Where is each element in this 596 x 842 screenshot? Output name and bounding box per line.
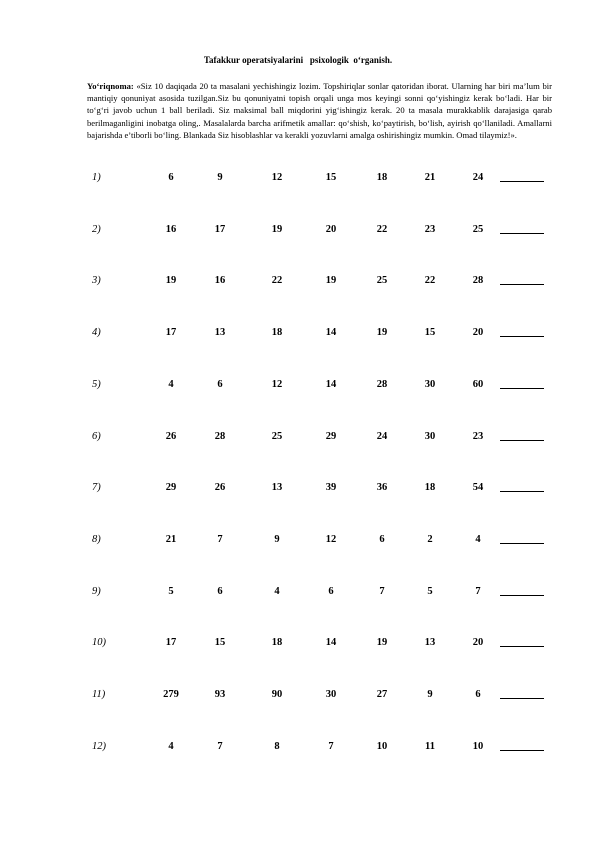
sequence-value: 30: [325, 689, 337, 700]
sequence-value: 39: [325, 482, 337, 494]
sequence-value: 279: [163, 689, 179, 700]
task-row: [0, 379, 596, 393]
task-row: [0, 482, 596, 496]
answer-blank[interactable]: [500, 336, 544, 337]
sequence-value: 26: [214, 482, 226, 494]
sequence-value: 29: [165, 482, 177, 494]
sequence-value: 12: [271, 172, 283, 183]
sequence-value: 9: [274, 533, 280, 545]
sequence-value: 30: [424, 430, 436, 442]
sequence-value: 29: [325, 430, 337, 442]
sequence-value: 9: [427, 689, 433, 700]
sequence-value: 22: [376, 223, 388, 235]
sequence-value: 27: [376, 689, 388, 700]
sequence-value: 18: [424, 482, 436, 494]
sequence-value: 6: [379, 533, 385, 545]
sequence-value: 28: [376, 378, 388, 390]
sequence-value: 14: [325, 327, 337, 339]
sequence-value: 7: [217, 533, 223, 545]
answer-blank[interactable]: [500, 181, 544, 182]
task-row: [0, 327, 596, 341]
sequence-value: 7: [328, 740, 334, 752]
sequence-value: 13: [424, 637, 436, 649]
sequence-value: 36: [376, 482, 388, 494]
sequence-value: 17: [165, 327, 177, 339]
sequence-value: 8: [274, 740, 280, 752]
sequence-value: 28: [472, 275, 484, 287]
sequence-value: 20: [325, 223, 337, 235]
task-row: [0, 534, 596, 548]
task-number: 7): [92, 482, 101, 494]
sequence-value: 6: [168, 172, 174, 183]
sequence-value: 19: [271, 223, 283, 235]
sequence-value: 6: [475, 689, 481, 700]
answer-blank[interactable]: [500, 491, 544, 492]
task-row: [0, 741, 596, 755]
sequence-value: 15: [424, 327, 436, 339]
instruction-paragraph: [87, 80, 552, 141]
task-row: [0, 275, 596, 289]
task-number: 6): [92, 430, 101, 442]
sequence-value: 25: [472, 223, 484, 235]
sequence-value: 24: [472, 172, 484, 183]
sequence-value: 25: [271, 430, 283, 442]
answer-blank[interactable]: [500, 698, 544, 699]
sequence-value: 15: [325, 172, 337, 183]
sequence-value: 25: [376, 275, 388, 287]
answer-blank[interactable]: [500, 440, 544, 441]
sequence-value: 23: [424, 223, 436, 235]
sequence-value: 30: [424, 378, 436, 390]
task-number: 9): [92, 585, 101, 597]
sequence-value: 7: [379, 585, 385, 597]
sequence-value: 6: [217, 585, 223, 597]
task-row: [0, 224, 596, 238]
sequence-value: 5: [168, 585, 174, 597]
task-number: 11): [92, 689, 106, 700]
sequence-value: 6: [328, 585, 334, 597]
sequence-value: 20: [472, 327, 484, 339]
sequence-value: 19: [376, 327, 388, 339]
sequence-value: 21: [424, 172, 436, 183]
task-row: [0, 586, 596, 600]
task-number: 2): [92, 223, 101, 235]
answer-blank[interactable]: [500, 543, 544, 544]
task-row: [0, 637, 596, 651]
sequence-value: 23: [472, 430, 484, 442]
sequence-value: 21: [165, 533, 177, 545]
sequence-value: 22: [424, 275, 436, 287]
sequence-value: 16: [165, 223, 177, 235]
answer-blank[interactable]: [500, 750, 544, 751]
answer-blank[interactable]: [500, 284, 544, 285]
task-row: [0, 431, 596, 445]
sequence-value: 24: [376, 430, 388, 442]
sequence-value: 4: [168, 378, 174, 390]
task-number: 5): [92, 378, 101, 390]
sequence-value: 12: [271, 378, 283, 390]
sequence-value: 28: [214, 430, 226, 442]
document-title: Tafakkur operatsiyalarini psixologik o‘rganish.: [203, 55, 393, 65]
sequence-value: 7: [475, 585, 481, 597]
sequence-value: 18: [271, 637, 283, 649]
sequence-value: 19: [325, 275, 337, 287]
task-number: 1): [92, 172, 101, 183]
task-number: 10): [92, 637, 106, 649]
sequence-value: 15: [214, 637, 226, 649]
sequence-value: 14: [325, 378, 337, 390]
sequence-value: 13: [214, 327, 226, 339]
instruction-text: «Siz 10 daqiqada 20 ta masalani yechishingiz lozim. Topshiriqlar sonlar qatoridan iborat. Ularning har biri ma’lum bir mantiqiy qonuniyat asosida tuzilgan.Siz bu qonuniyatni topish orqali unga mos keyingi sonni qo‘yishingiz kerak bo‘ladi. Har bir to‘g‘ri javob uchun 1 ball beriladi. Siz maksimal ball miqdorini yig‘ishingiz kerak. 20 ta masala murakkablik darajasiga qarab berilmaganligini inobatga oling,. Masalalarda barcha arifmetik amallar: qo‘shish, ko‘paytirish, bo‘lish, ayirish qo‘llaniladi. Amallarni bajarishda e’tiborli bo‘ling. Blankada Siz hisoblashlar va kerakli yozuvlarni amalga oshirishingiz mumkin. Omad tilaymiz!».: [87, 81, 552, 140]
answer-blank[interactable]: [500, 233, 544, 234]
sequence-value: 17: [214, 223, 226, 235]
sequence-value: 16: [214, 275, 226, 287]
answer-blank[interactable]: [500, 595, 544, 596]
sequence-value: 14: [325, 637, 337, 649]
sequence-value: 10: [472, 740, 484, 752]
task-row: [0, 172, 596, 186]
task-row: [0, 689, 596, 703]
sequence-value: 20: [472, 637, 484, 649]
sequence-value: 60: [472, 378, 484, 390]
sequence-value: 12: [325, 533, 337, 545]
sequence-value: 2: [427, 533, 433, 545]
answer-blank[interactable]: [500, 646, 544, 647]
instruction-label: Yo‘riqnoma:: [87, 81, 134, 91]
sequence-value: 17: [165, 637, 177, 649]
sequence-value: 4: [475, 533, 481, 545]
sequence-value: 22: [271, 275, 283, 287]
sequence-value: 93: [214, 689, 226, 700]
task-number: 12): [92, 740, 106, 752]
sequence-value: 4: [274, 585, 280, 597]
sequence-value: 18: [271, 327, 283, 339]
task-number: 4): [92, 327, 101, 339]
sequence-value: 26: [165, 430, 177, 442]
sequence-value: 90: [271, 689, 283, 700]
sequence-value: 10: [376, 740, 388, 752]
sequence-value: 4: [168, 740, 174, 752]
sequence-value: 7: [217, 740, 223, 752]
sequence-value: 19: [376, 637, 388, 649]
sequence-value: 18: [376, 172, 388, 183]
sequence-value: 11: [425, 740, 435, 752]
sequence-value: 19: [165, 275, 177, 287]
sequence-value: 6: [217, 378, 223, 390]
sequence-value: 13: [271, 482, 283, 494]
sequence-value: 54: [472, 482, 484, 494]
sequence-value: 9: [217, 172, 223, 183]
task-number: 8): [92, 533, 101, 545]
answer-blank[interactable]: [500, 388, 544, 389]
sequence-value: 5: [427, 585, 433, 597]
task-number: 3): [92, 275, 101, 287]
